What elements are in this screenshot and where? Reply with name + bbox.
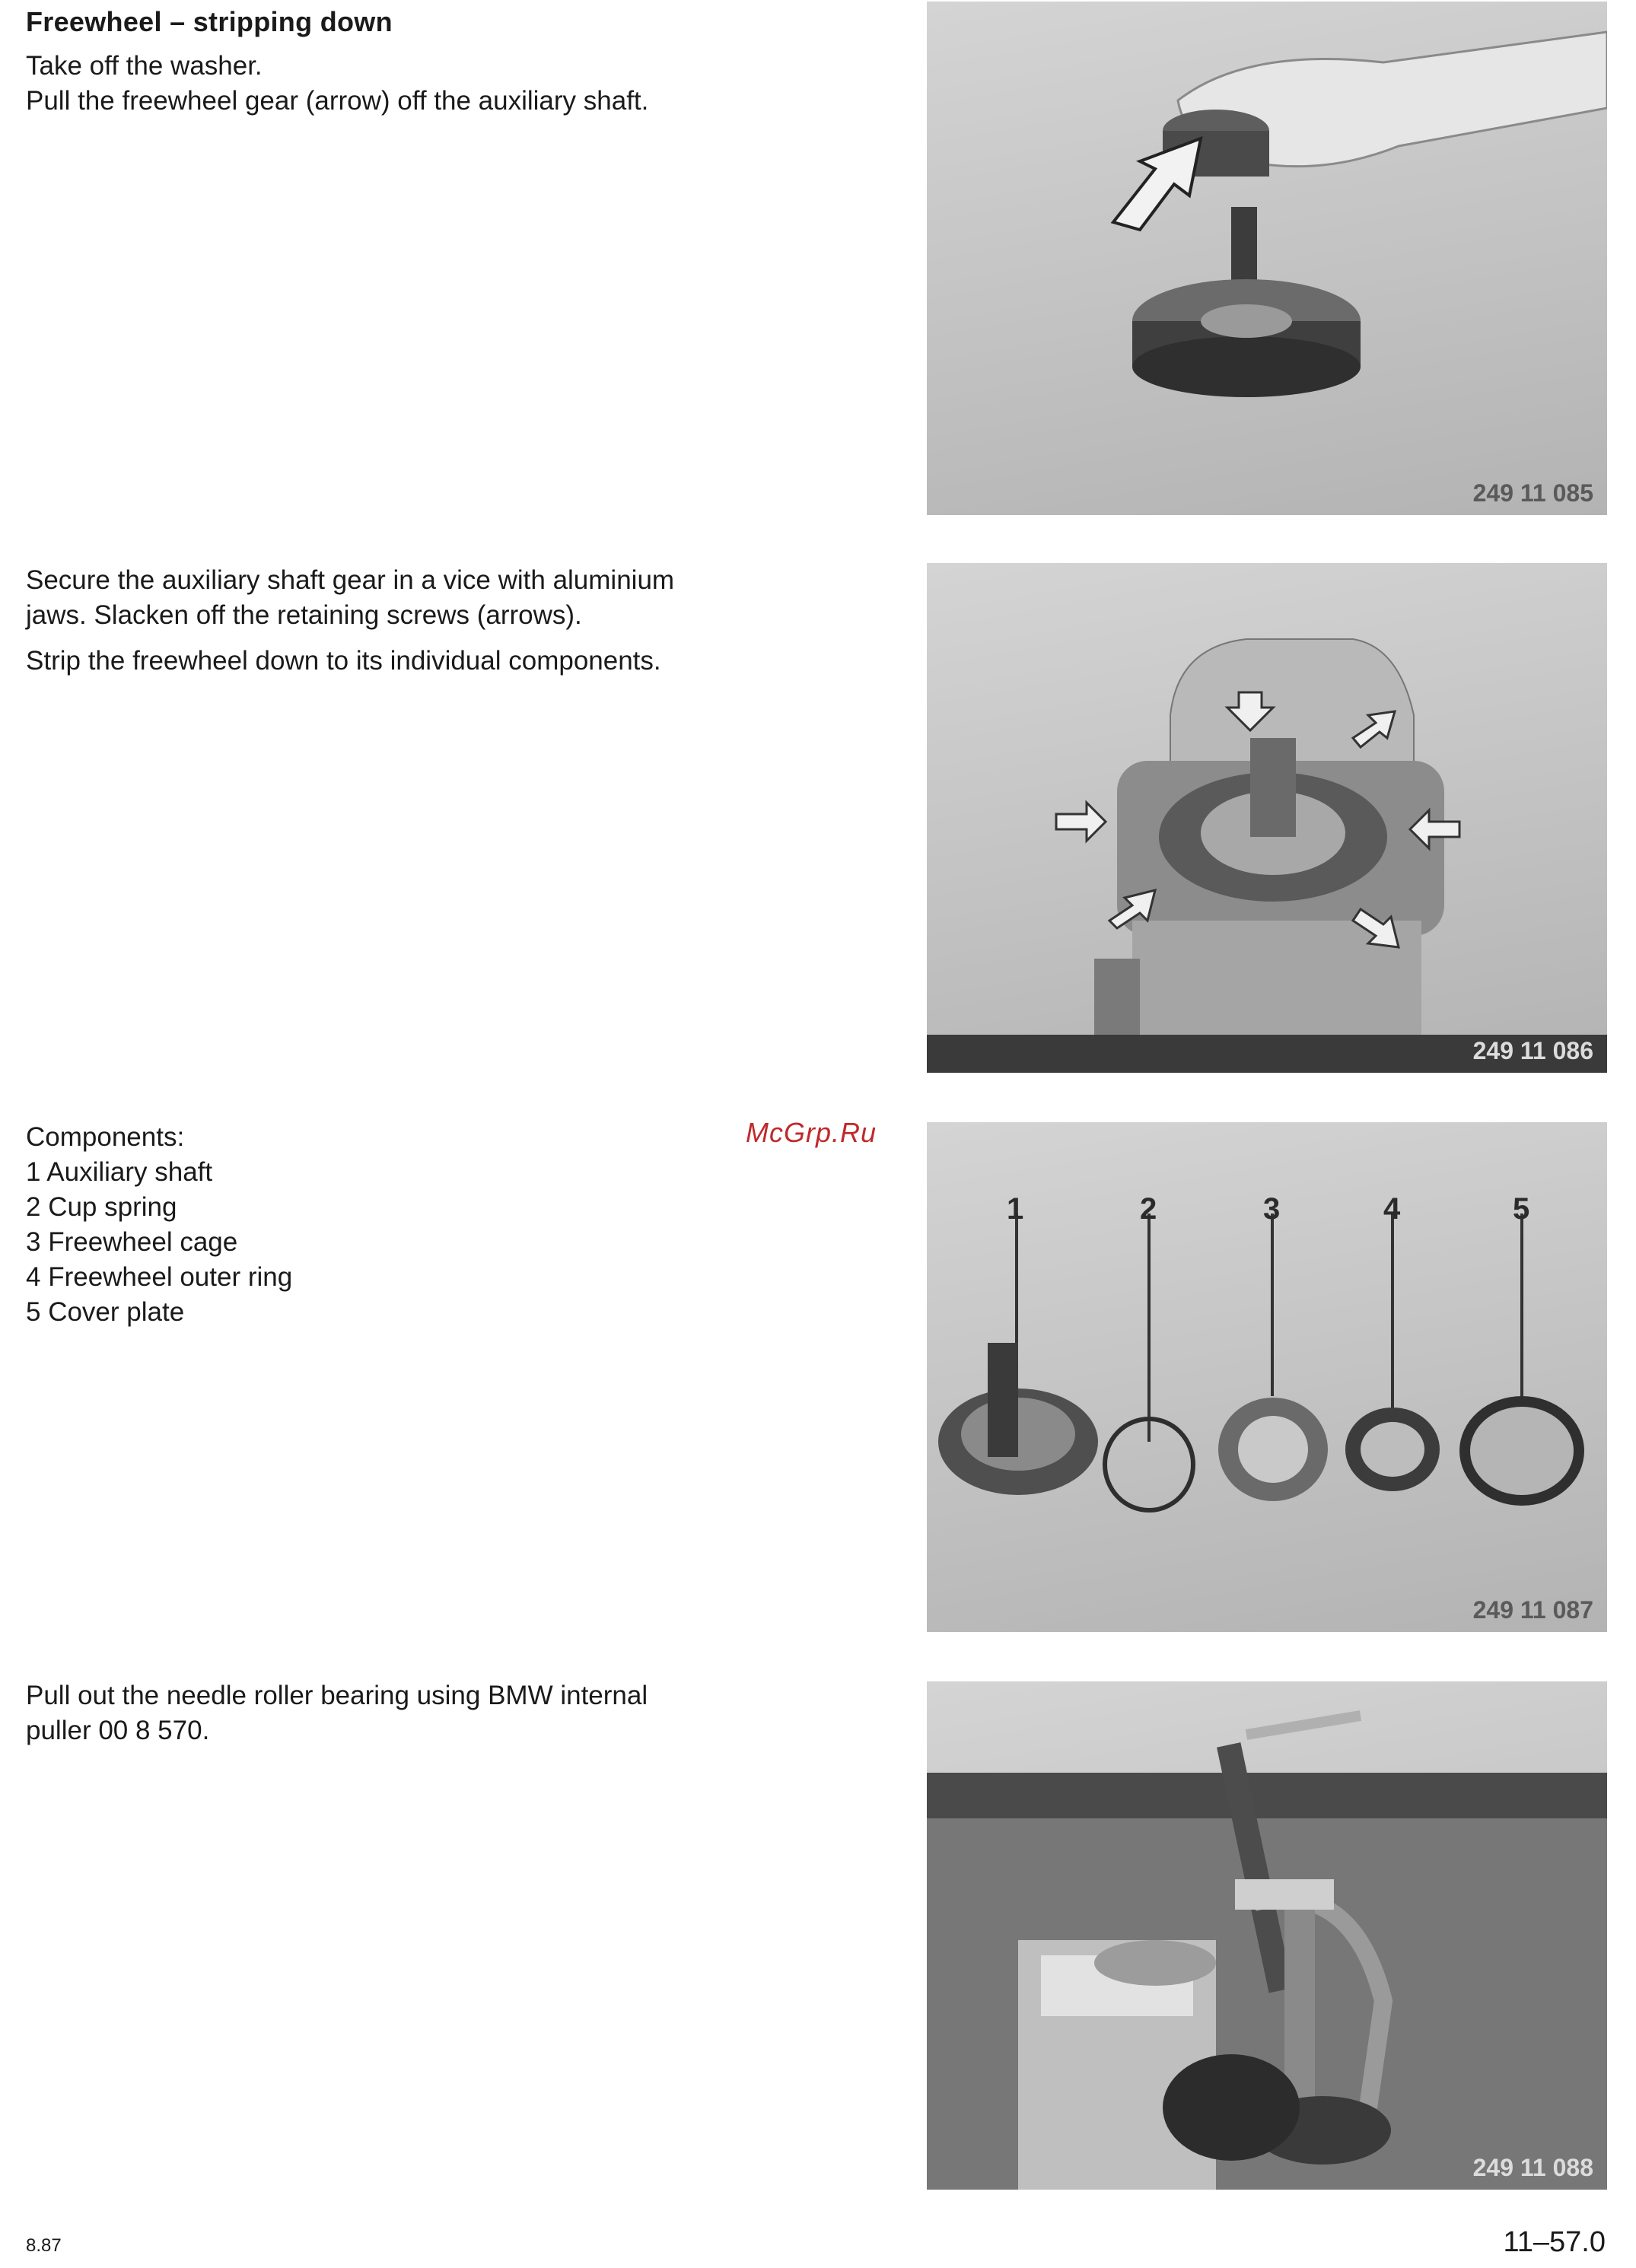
photo-components — [927, 1122, 1607, 1632]
photo-illustration — [927, 563, 1607, 1073]
text-line: puller 00 8 570. — [26, 1716, 210, 1745]
photo-internal-puller — [927, 1681, 1607, 2190]
text-line: jaws. Slacken off the retaining screws (arrows). — [26, 600, 582, 630]
instruction-text-1 — [26, 49, 787, 119]
text-line: Take off the washer. — [26, 51, 263, 81]
section-heading: Freewheel – stripping down — [26, 6, 393, 37]
text-line: Pull the freewheel gear (arrow) off the auxiliary shaft. — [26, 86, 649, 116]
list-item: 2 Cup spring — [26, 1192, 177, 1222]
photo-vice-retaining-screws — [927, 563, 1607, 1073]
text-line: Secure the auxiliary shaft gear in a vice with aluminium — [26, 565, 675, 595]
list-item: 1 Auxiliary shaft — [26, 1157, 213, 1187]
text-line: Strip the freewheel down to its individual components. — [26, 646, 661, 676]
callout-label: 5 — [1513, 1192, 1530, 1226]
list-item: 3 Freewheel cage — [26, 1227, 238, 1257]
page-number: 11–57.0 — [1503, 2226, 1606, 2258]
photo-freewheel-gear-removal — [927, 2, 1607, 515]
photo-illustration — [927, 1681, 1607, 2190]
callout-label: 3 — [1263, 1192, 1281, 1226]
photo-illustration — [927, 2, 1607, 515]
photo-code: 249 11 086 — [1472, 1037, 1593, 1064]
instruction-text-2 — [26, 563, 787, 679]
components-title: Components: — [26, 1122, 185, 1152]
watermark: McGrp.Ru — [746, 1117, 877, 1148]
list-item: 4 Freewheel outer ring — [26, 1262, 293, 1292]
instruction-text-4 — [26, 1678, 787, 1748]
footer-date: 8.87 — [26, 2235, 62, 2256]
photo-code: 249 11 088 — [1472, 2154, 1593, 2181]
callout-label: 4 — [1383, 1192, 1401, 1226]
callout-label: 2 — [1140, 1192, 1157, 1226]
components-list — [26, 1120, 787, 1330]
photo-code: 249 11 087 — [1472, 1596, 1593, 1624]
list-item: 5 Cover plate — [26, 1297, 185, 1327]
callout-label: 1 — [1007, 1192, 1024, 1226]
photo-code: 249 11 085 — [1472, 479, 1593, 507]
text-line: Pull out the needle roller bearing using BMW internal — [26, 1681, 648, 1710]
